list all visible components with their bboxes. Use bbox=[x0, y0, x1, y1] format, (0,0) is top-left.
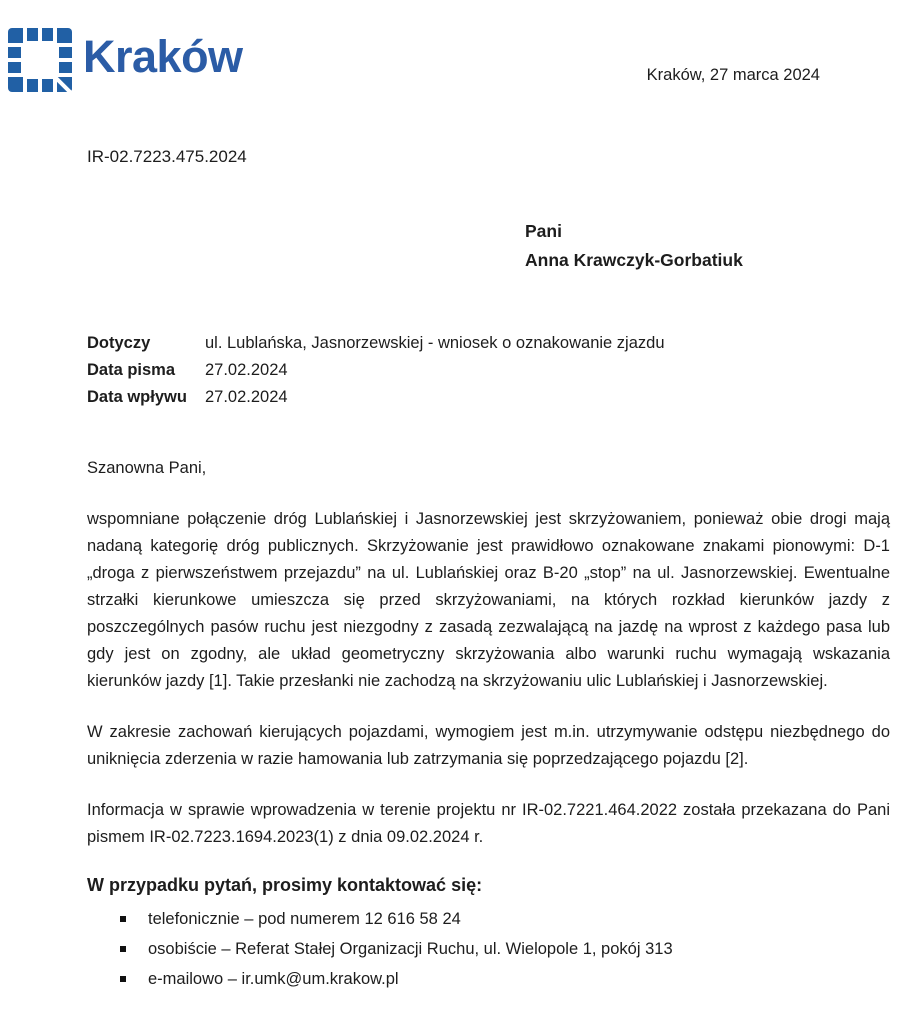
logo-segment bbox=[8, 62, 21, 73]
logo-segment bbox=[8, 47, 21, 58]
logo-segment bbox=[59, 47, 72, 58]
meta-label: Dotyczy bbox=[87, 334, 151, 352]
contact-item-text: osobiście – Referat Stałej Organizacji Ruchu, ul. Wielopole 1, pokój 313 bbox=[148, 940, 673, 958]
logo-segment bbox=[27, 79, 38, 92]
recipient-name: Anna Krawczyk-Gorbatiuk bbox=[525, 250, 743, 270]
krakow-wordmark: Kraków bbox=[83, 31, 243, 82]
logo-segment bbox=[42, 28, 53, 41]
logo-segment bbox=[59, 62, 72, 73]
greeting: Szanowna Pani, bbox=[87, 459, 207, 477]
logo-segment bbox=[27, 28, 38, 41]
square-bullet-icon bbox=[120, 946, 126, 952]
contact-item-email bbox=[87, 964, 890, 994]
recipient-block bbox=[525, 218, 890, 275]
square-bullet-icon bbox=[120, 916, 126, 922]
meta-row-received-date bbox=[87, 384, 890, 411]
logo-segment bbox=[8, 77, 23, 92]
meta-row-subject bbox=[87, 330, 890, 357]
meta-label: Data pisma bbox=[87, 361, 176, 379]
logo-segment bbox=[8, 28, 23, 43]
recipient-title: Pani bbox=[525, 221, 562, 241]
body-paragraph-2: W zakresie zachowań kierujących pojazdami, wymogiem jest m.in. utrzymywanie odstępu niezbędnego do uniknięcia zderzenia w razie hamowania lub zatrzymania się poprzedzającego pojazdu [2]. bbox=[87, 723, 890, 768]
krakow-logo bbox=[8, 28, 72, 92]
reference-number: IR-02.7223.475.2024 bbox=[87, 147, 247, 166]
logo-segment bbox=[42, 79, 53, 92]
dateline: Kraków, 27 marca 2024 bbox=[646, 66, 820, 84]
contact-item-phone bbox=[87, 904, 890, 934]
body-paragraph-1: wspomniane połączenie dróg Lublańskiej i Jasnorzewskiej jest skrzyżowaniem, ponieważ obie drogi mają nadaną kategorię dróg publicznych. Skrzyżowanie jest prawidłowo oznakowane znakami pionowymi: D-1 „droga z pierwszeństwem przejazdu” na ul. Lublańskiej oraz B-20 „stop” na ul. Jasnorzewskiej. Ewentualne strzałki kierunkowe umieszcza się przed skrzyżowaniami, na których rozkład kierunków jazdy z poszczególnych pasów ruchu jest niezgodny z zasadą zezwalającą na jazdę na wprost z każdego pasa lub gdy jest on zgodny, ale układ geometryczny skrzyżowania albo warunki ruchu wymagają wskazania kierunków jazdy [1]. Takie przesłanki nie zachodzą na skrzyżowaniu ulic Lublańskiej i Jasnorzewskiej. bbox=[87, 510, 890, 690]
square-bullet-icon bbox=[120, 976, 126, 982]
contact-item-in-person bbox=[87, 934, 890, 964]
meta-value: 27.02.2024 bbox=[205, 388, 288, 406]
meta-value: ul. Lublańska, Jasnorzewskiej - wniosek o oznakowanie zjazdu bbox=[205, 334, 665, 352]
contact-item-text: telefonicznie – pod numerem 12 616 58 24 bbox=[148, 910, 461, 928]
logo-segment bbox=[57, 28, 72, 43]
contact-item-text: e-mailowo – ir.umk@um.krakow.pl bbox=[148, 970, 399, 988]
meta-label: Data wpływu bbox=[87, 388, 187, 406]
meta-table bbox=[87, 330, 890, 411]
letter-content bbox=[87, 143, 890, 994]
contact-list bbox=[87, 904, 890, 994]
body-paragraph-3: Informacja w sprawie wprowadzenia w terenie projektu nr IR-02.7221.464.2022 została przekazana do Pani pismem IR-02.7223.1694.2023(1) z dnia 09.02.2024 r. bbox=[87, 801, 890, 846]
meta-value: 27.02.2024 bbox=[205, 361, 288, 379]
contact-heading: W przypadku pytań, prosimy kontaktować się: bbox=[87, 875, 483, 895]
meta-row-letter-date bbox=[87, 357, 890, 384]
letter-header bbox=[0, 0, 919, 92]
